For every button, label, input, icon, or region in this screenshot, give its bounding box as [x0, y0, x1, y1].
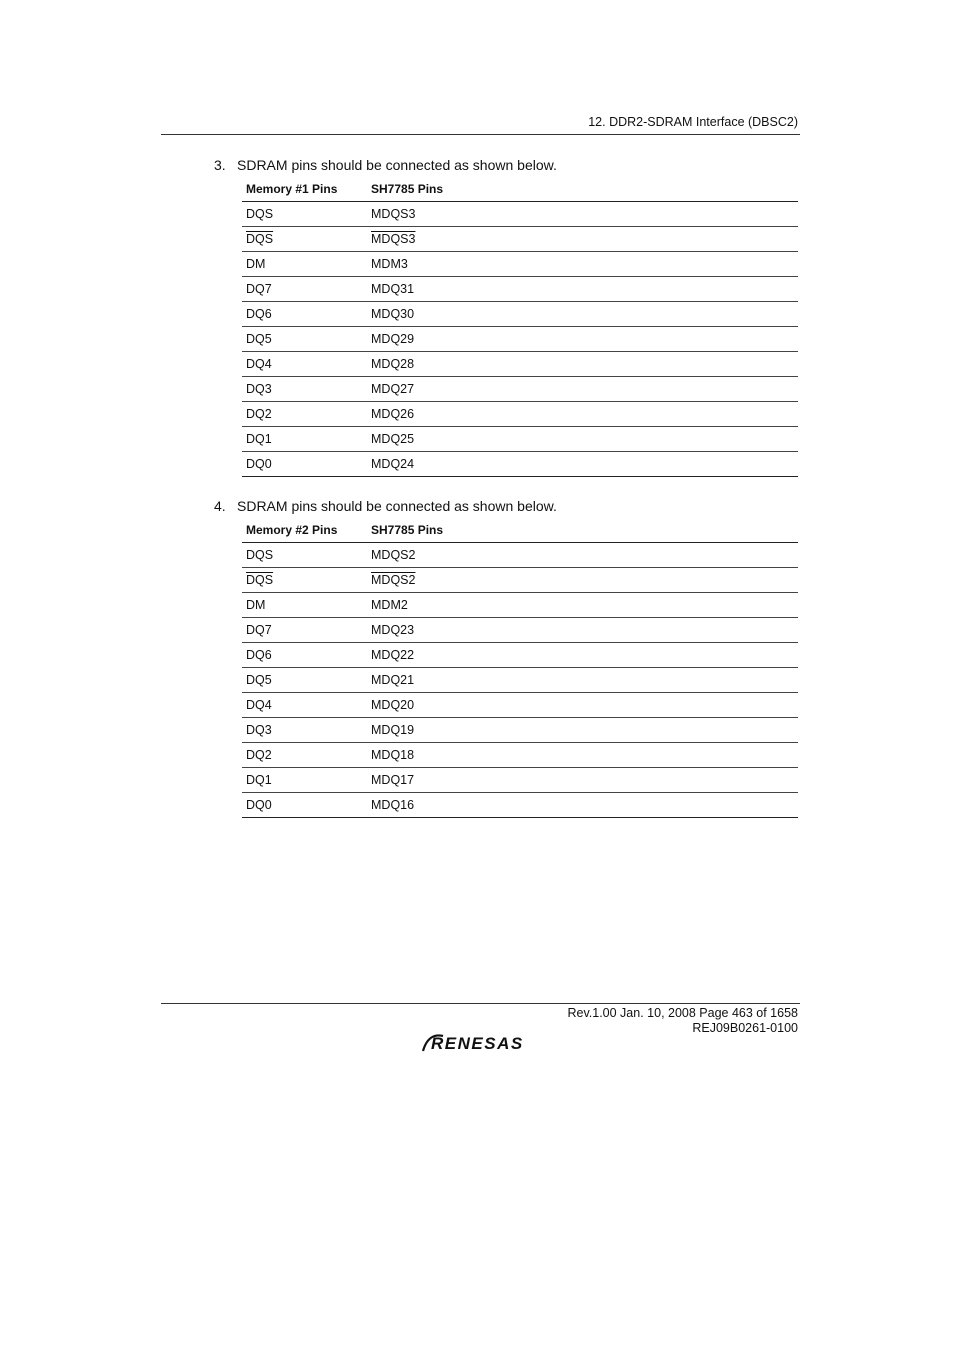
column-header-memory-pins: Memory #2 Pins	[246, 523, 338, 537]
sh7785-pin-cell: MDQ25	[367, 427, 798, 452]
table-row	[242, 277, 798, 302]
intro-paragraph-2	[214, 498, 557, 514]
table-row	[242, 643, 798, 668]
sh7785-pin-cell: MDM2	[367, 593, 798, 618]
renesas-logo	[421, 1031, 541, 1058]
table-row	[242, 352, 798, 377]
memory-pin-cell: DM	[242, 252, 367, 277]
memory-pin-cell: DQ1	[242, 427, 367, 452]
column-header-sh7785-pins: SH7785 Pins	[371, 182, 444, 196]
sh7785-pin-cell: MDM3	[367, 252, 798, 277]
sh7785-pin-cell: MDQ24	[367, 452, 798, 477]
sh7785-pin-cell: MDQS3	[367, 227, 798, 252]
table-row	[242, 693, 798, 718]
table-row	[242, 543, 798, 568]
table-row	[242, 793, 798, 818]
memory-pin-cell: DQ5	[242, 668, 367, 693]
table-row	[242, 402, 798, 427]
table-row	[242, 227, 798, 252]
table-header-row	[242, 177, 798, 202]
memory-pin-cell: DQ0	[242, 793, 367, 818]
memory-pin-cell: DM	[242, 593, 367, 618]
memory-pin-cell: $\overline{DQS}$	[242, 568, 367, 593]
table-row	[242, 668, 798, 693]
list-number: 4.	[214, 498, 226, 514]
sh7785-pin-cell: MDQ23	[367, 618, 798, 643]
memory-pin-cell: DQ5	[242, 327, 367, 352]
section-header: 12. DDR2-SDRAM Interface (DBSC2)	[588, 115, 798, 129]
sh7785-pin-cell: MDQ30	[367, 302, 798, 327]
intro-paragraph-1	[214, 157, 557, 173]
table-row	[242, 452, 798, 477]
table-header-row	[242, 518, 798, 543]
table-row	[242, 427, 798, 452]
memory-pin-cell: DQS	[242, 202, 367, 227]
memory-pin-cell: DQ7	[242, 618, 367, 643]
table-row	[242, 202, 798, 227]
sh7785-pin-cell: MDQ29	[367, 327, 798, 352]
renesas-logo-graphic	[421, 1031, 541, 1053]
list-number: 3.	[214, 157, 226, 173]
sh7785-pin-cell: MDQ22	[367, 643, 798, 668]
column-header-sh7785-pins: SH7785 Pins	[371, 523, 444, 537]
footer-rule	[161, 1003, 800, 1004]
memory-pin-cell: DQ3	[242, 377, 367, 402]
table-row	[242, 768, 798, 793]
table-row	[242, 618, 798, 643]
memory-pin-cell: DQ6	[242, 302, 367, 327]
document-code: REJ09B0261-0100	[692, 1021, 798, 1035]
sh7785-pin-cell: MDQ18	[367, 743, 798, 768]
sh7785-pin-cell: MDQS3	[367, 202, 798, 227]
sh7785-pin-cell: MDQ26	[367, 402, 798, 427]
table-row	[242, 302, 798, 327]
table-row	[242, 743, 798, 768]
pin-table-memory-2	[242, 518, 798, 818]
sh7785-pin-cell: MDQ19	[367, 718, 798, 743]
sh7785-pin-cell: MDQ16	[367, 793, 798, 818]
intro-text: SDRAM pins should be connected as shown below.	[237, 157, 557, 173]
sh7785-pin-cell: MDQ20	[367, 693, 798, 718]
pin-table-memory-1	[242, 177, 798, 477]
memory-pin-cell: DQ2	[242, 402, 367, 427]
sh7785-pin-cell: MDQ31	[367, 277, 798, 302]
memory-pin-cell: $\overline{DQS}$	[242, 227, 367, 252]
memory-pin-cell: DQ7	[242, 277, 367, 302]
revision-info: Rev.1.00 Jan. 10, 2008 Page 463 of 1658	[567, 1006, 798, 1020]
table-row	[242, 568, 798, 593]
memory-pin-cell: DQS	[242, 543, 367, 568]
memory-pin-cell: DQ2	[242, 743, 367, 768]
table-row	[242, 377, 798, 402]
intro-text: SDRAM pins should be connected as shown below.	[237, 498, 557, 514]
memory-pin-cell: DQ6	[242, 643, 367, 668]
header-rule	[161, 134, 800, 135]
sh7785-pin-cell: MDQ17	[367, 768, 798, 793]
table-row	[242, 252, 798, 277]
svg-text:RENESAS: RENESAS	[431, 1034, 524, 1053]
table-row	[242, 718, 798, 743]
table-row	[242, 327, 798, 352]
column-header-memory-pins: Memory #1 Pins	[246, 182, 338, 196]
memory-pin-cell: DQ4	[242, 352, 367, 377]
sh7785-pin-cell: MDQS2	[367, 568, 798, 593]
memory-pin-cell: DQ3	[242, 718, 367, 743]
sh7785-pin-cell: MDQS2	[367, 543, 798, 568]
memory-pin-cell: DQ1	[242, 768, 367, 793]
table-row	[242, 593, 798, 618]
sh7785-pin-cell: MDQ21	[367, 668, 798, 693]
sh7785-pin-cell: MDQ28	[367, 352, 798, 377]
memory-pin-cell: DQ4	[242, 693, 367, 718]
memory-pin-cell: DQ0	[242, 452, 367, 477]
sh7785-pin-cell: MDQ27	[367, 377, 798, 402]
